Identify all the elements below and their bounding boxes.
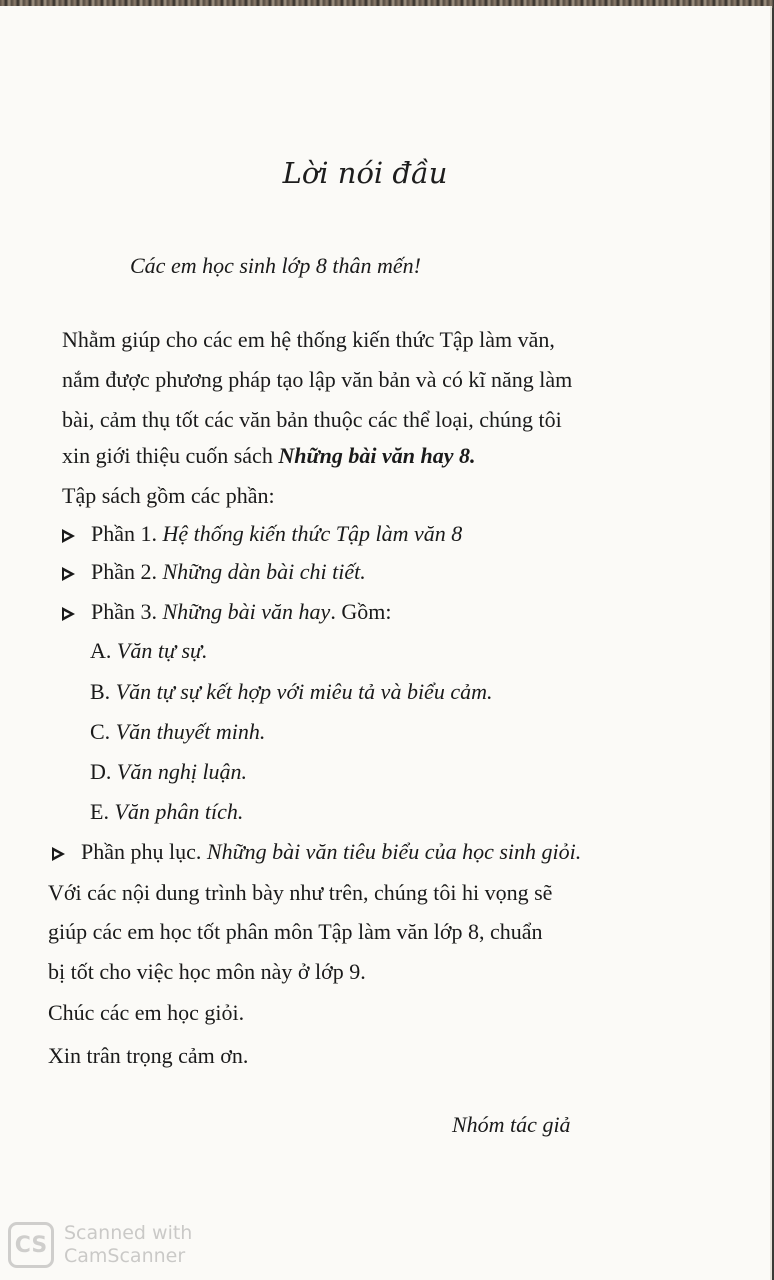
intro-line-1: Nhằm giúp cho các em hệ thống kiến thức Tập làm văn, [62,327,555,352]
subpart-e-letter: E. [90,799,115,824]
book-page [0,6,772,1280]
appendix [52,839,581,865]
intro-line-4-text: xin giới thiệu cuốn sách [62,443,279,468]
page-title: Lời nói đầu [282,156,448,190]
intro-line-2: nắm được phương pháp tạo lập văn bản và có kĩ năng làm [62,367,573,392]
subpart-b-letter: B. [90,679,116,704]
subpart-a-letter: A. [90,638,117,663]
closing-line-1: Với các nội dung trình bày như trên, chúng tôi hi vọng sẽ [48,880,553,905]
arrow-bullet-icon [62,529,75,543]
appendix-title: Những bài văn tiêu biểu của học sinh giỏi. [206,839,582,864]
part-1 [62,521,462,547]
closing-line-5: Xin trân trọng cảm ơn. [48,1043,249,1068]
watermark-line-1: Scanned with [64,1222,193,1244]
subpart-e [90,799,243,825]
camscanner-watermark [8,1222,192,1268]
subpart-c-letter: C. [90,719,116,744]
closing-line-4: Chúc các em học giỏi. [48,1000,245,1025]
part-3 [62,599,391,625]
subpart-d-letter: D. [90,759,117,784]
subpart-a [90,638,208,664]
part-3-label: Phần 3. [91,599,163,624]
subpart-c-title: Văn thuyết minh. [115,719,266,744]
subpart-e-title: Văn phân tích. [114,799,244,824]
watermark-line-2: CamScanner [64,1245,186,1267]
arrow-bullet-icon [62,567,75,581]
parts-heading: Tập sách gồm các phần: [62,483,275,508]
intro-line-4 [62,443,475,469]
arrow-bullet-icon [52,847,65,861]
arrow-bullet-icon [62,607,75,621]
camscanner-logo-icon: CS [8,1222,54,1268]
closing-line-3: bị tốt cho việc học môn này ở lớp 9. [48,959,366,984]
part-2 [62,559,366,585]
part-1-title: Hệ thống kiến thức Tập làm văn 8 [162,521,463,546]
signature: Nhóm tác giả [452,1112,571,1137]
greeting: Các em học sinh lớp 8 thân mến! [130,253,421,278]
watermark-text [64,1222,192,1268]
book-title: Những bài văn hay 8. [278,443,476,468]
subpart-a-title: Văn tự sự. [116,638,208,663]
subpart-c [90,719,265,745]
subpart-d [90,759,247,785]
part-2-label: Phần 2. [91,559,163,584]
closing-line-2: giúp các em học tốt phân môn Tập làm văn lớp 8, chuẩn [48,919,543,944]
part-1-label: Phần 1. [91,521,163,546]
part-3-title: Những bài văn hay [162,599,331,624]
intro-line-3: bài, cảm thụ tốt các văn bản thuộc các thể loại, chúng tôi [62,407,562,432]
subpart-b-title: Văn tự sự kết hợp với miêu tả và biểu cảm. [115,679,493,704]
part-3-suffix: . Gồm: [330,599,392,624]
subpart-d-title: Văn nghị luận. [116,759,248,784]
part-2-title: Những dàn bài chi tiết. [162,559,366,584]
subpart-b [90,679,492,705]
appendix-label: Phần phụ lục. [81,839,207,864]
